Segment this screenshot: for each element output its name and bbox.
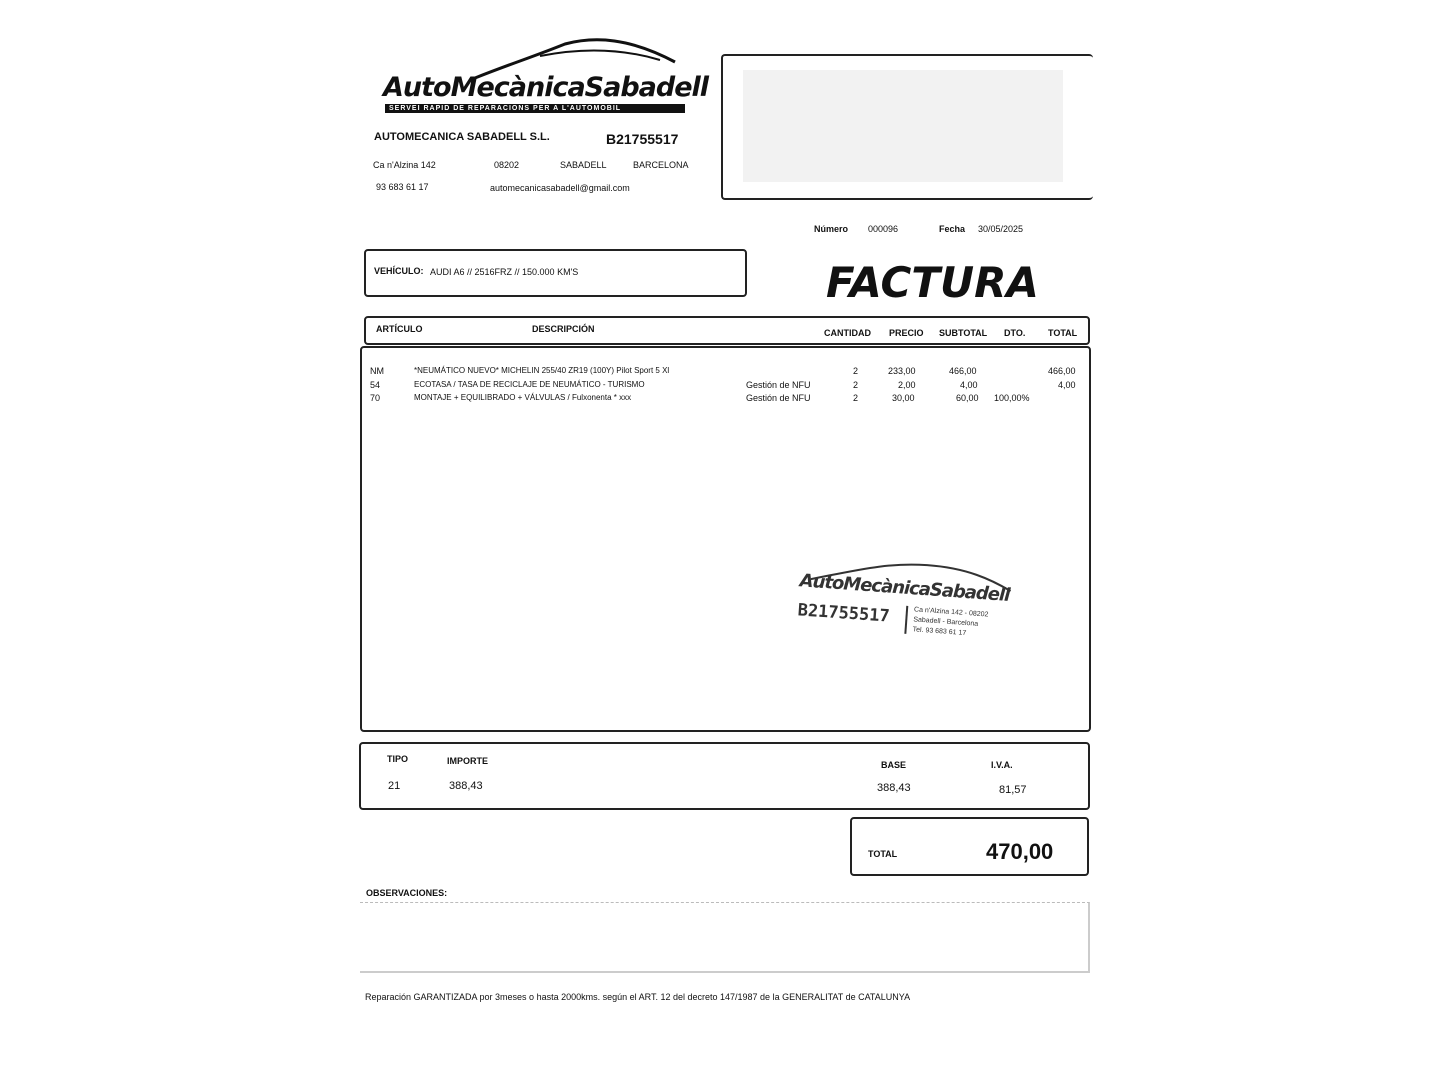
tax-importe-value: 388,43 <box>449 780 483 792</box>
total-value: 470,00 <box>986 839 1054 864</box>
stamp-cif: B21755517 <box>797 600 891 627</box>
stamp-divider <box>904 606 908 634</box>
logo-tagline: SERVEI RAPID DE REPARACIONS PER A L'AUTOMOBIL <box>385 104 685 113</box>
row-cantidad: 2 <box>853 393 859 403</box>
tax-base-label: BASE <box>881 760 907 770</box>
header-dto: DTO. <box>1004 328 1026 338</box>
row-articulo: 70 <box>370 393 381 403</box>
tax-base-value: 388,43 <box>877 782 911 794</box>
vehicle-value: AUDI A6 // 2516FRZ // 150.000 KM'S <box>430 267 579 277</box>
row-cantidad: 2 <box>853 380 859 390</box>
row-total: 4,00 <box>1058 380 1076 390</box>
tax-iva-value: 81,57 <box>999 784 1027 796</box>
row-note: Gestión de NFU <box>746 393 811 403</box>
numero-value: 000096 <box>868 224 899 234</box>
header-total: TOTAL <box>1048 328 1078 338</box>
row-subtotal: 466,00 <box>949 366 977 376</box>
row-total: 466,00 <box>1048 366 1076 376</box>
fecha-value: 30/05/2025 <box>978 224 1024 234</box>
total-label: TOTAL <box>868 849 898 859</box>
stamp-line1: Ca n'Alzina 142 - 08202 <box>913 606 989 619</box>
company-stamp <box>791 552 1027 668</box>
table-row <box>362 366 1089 378</box>
row-descripcion: MONTAJE + EQUILIBRADO + VÁLVULAS / Fulxonenta * xxx <box>414 393 632 402</box>
vehicle-box <box>364 249 747 297</box>
company-cif: B21755517 <box>606 131 679 147</box>
fecha-label: Fecha <box>939 224 966 234</box>
row-articulo: NM <box>370 366 384 376</box>
table-row <box>362 380 1089 392</box>
client-box <box>721 54 1093 200</box>
tax-importe-label: IMPORTE <box>447 756 489 766</box>
tax-tipo-value: 21 <box>388 780 401 792</box>
client-redacted <box>743 70 1063 182</box>
row-precio: 30,00 <box>892 393 915 403</box>
header-descripcion: DESCRIPCIÓN <box>532 324 595 334</box>
table-row <box>362 393 1089 405</box>
company-address: Ca n'Alzina 142 <box>373 160 436 170</box>
stamp-brand: AutoMecànicaSabadell <box>799 570 1011 606</box>
tax-iva-label: I.V.A. <box>991 760 1013 770</box>
header-subtotal: SUBTOTAL <box>939 328 988 338</box>
row-cantidad: 2 <box>853 366 859 376</box>
row-subtotal: 60,00 <box>956 393 979 403</box>
header-cantidad: CANTIDAD <box>824 328 871 338</box>
row-descripcion: ECOTASA / TASA DE RECICLAJE DE NEUMÁTICO - TURISMO <box>414 380 645 389</box>
row-dto: 100,00% <box>994 393 1030 403</box>
table-body <box>360 346 1091 732</box>
tax-box <box>359 742 1090 810</box>
observaciones-label: OBSERVACIONES: <box>366 888 448 898</box>
total-box <box>850 817 1089 876</box>
warranty-footer: Reparación GARANTIZADA por 3meses o hasta 2000kms. según el ART. 12 del decreto 147/1987 de la GENERALITAT de CATALUNYA <box>365 992 911 1002</box>
observaciones-box <box>360 902 1090 973</box>
tax-tipo-label: TIPO <box>387 754 409 764</box>
row-note: Gestión de NFU <box>746 380 811 390</box>
stamp-line3: Tel. 93 683 61 17 <box>912 626 967 638</box>
header-articulo: ARTÍCULO <box>376 324 423 334</box>
company-email: automecanicasabadell@gmail.com <box>490 183 630 193</box>
company-logo: AutoMecànicaSabadell <box>383 72 709 103</box>
stamp-line2: Sabadell - Barcelona <box>913 616 979 628</box>
company-zip: 08202 <box>494 160 520 170</box>
vehicle-label: VEHÍCULO: <box>374 266 424 276</box>
company-city: SABADELL <box>560 160 607 170</box>
table-header <box>364 316 1090 345</box>
row-articulo: 54 <box>370 380 381 390</box>
row-precio: 233,00 <box>888 366 916 376</box>
row-descripcion: *NEUMÁTICO NUEVO* MICHELIN 255/40 ZR19 (100Y) Pilot Sport 5 Xl <box>414 366 670 375</box>
company-phone: 93 683 61 17 <box>376 182 429 192</box>
row-subtotal: 4,00 <box>960 380 978 390</box>
company-name: AUTOMECANICA SABADELL S.L. <box>374 131 550 143</box>
company-province: BARCELONA <box>633 160 689 170</box>
numero-label: Número <box>814 224 849 234</box>
invoice-title: FACTURA <box>826 258 1039 307</box>
row-precio: 2,00 <box>898 380 916 390</box>
header-precio: PRECIO <box>889 328 924 338</box>
